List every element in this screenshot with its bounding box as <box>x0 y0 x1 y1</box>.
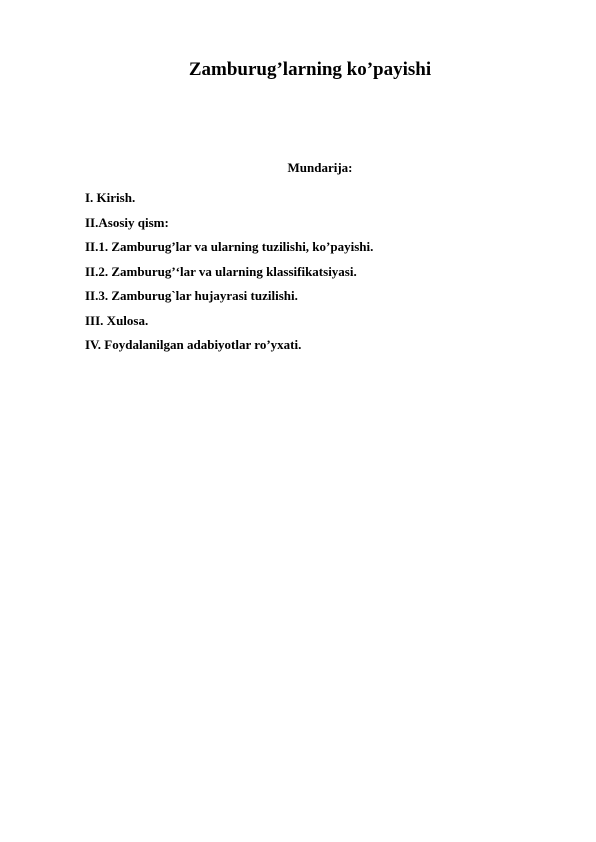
toc-item-cell-structure: II.3. Zamburug`lar hujayrasi tuzilishi. <box>85 288 298 303</box>
toc-item-introduction: I. Kirish. <box>85 190 136 205</box>
document-title: Zamburug’larning ko’payishi <box>188 59 432 80</box>
toc-item-structure-reproduction: II.1. Zamburug’lar va ularning tuzilishi, ko’payishi. <box>85 239 374 254</box>
toc-item-main-part: II.Asosiy qism: <box>85 214 169 230</box>
toc-item-classification: II.2. Zamburug’‘lar va ularning klassifikatsiyasi. <box>85 263 357 279</box>
table-of-contents <box>85 186 373 358</box>
toc-heading: Mundarija: <box>287 160 353 175</box>
toc-item-conclusion: III. Xulosa. <box>85 312 149 328</box>
toc-item-references: IV. Foydalanilgan adabiyotlar ro’yxati. <box>85 337 302 352</box>
